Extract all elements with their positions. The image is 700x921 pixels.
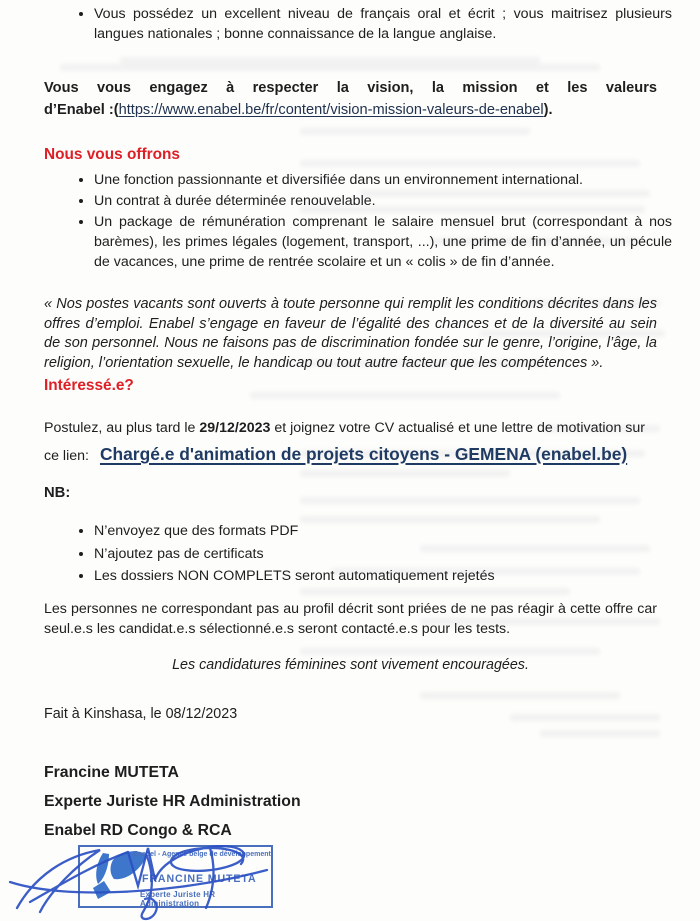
list-item: • Un package de rémunération comprenant le salaire mensuel brut (correspondant à nos barèmes), les primes légales (logement, transport, ...), une prime de fin d’année, un pécule de vacances, une prime de rentrée scolaire et un « colis » de fin d’année. xyxy=(94,212,672,273)
job-posting-link[interactable]: Chargé.e d'animation de projets citoyens - GEMENA (enabel.be) xyxy=(99,444,628,464)
apply-line1 xyxy=(44,418,657,438)
offer-heading: Nous vous offrons xyxy=(44,146,180,163)
apply-rest: et joignez votre CV actualisé et une lettre de motivation sur xyxy=(270,420,645,436)
bleedthrough-artifact xyxy=(420,692,620,699)
bleedthrough-artifact xyxy=(300,588,570,595)
apply-link-label: ce lien: xyxy=(44,448,89,464)
intro-bullet-list xyxy=(62,4,672,44)
offer-list xyxy=(62,170,672,273)
list-item: • Une fonction passionnante et diversifiée dans un environnement international. xyxy=(94,170,672,190)
bleedthrough-artifact xyxy=(300,648,600,655)
bleedthrough-artifact xyxy=(540,730,660,737)
nb-list xyxy=(62,520,672,588)
apply-line2 xyxy=(44,444,657,465)
engagement-line2-prefix: d’Enabel :( xyxy=(44,102,119,118)
bleedthrough-artifact xyxy=(300,497,640,504)
stamp-name: FRANCINE MUTETA xyxy=(142,873,257,885)
list-item: • N’ajoutez pas de certificats xyxy=(94,543,672,566)
list-item: • Un contrat à durée déterminée renouvelable. xyxy=(94,191,672,211)
signatory-name: Francine MUTETA xyxy=(44,764,179,781)
vision-mission-link[interactable]: https://www.enabel.be/fr/content/vision-mission-valeurs-de-enabel xyxy=(118,102,544,118)
interested-heading: Intéressé.e? xyxy=(44,377,134,394)
dateline: Fait à Kinshasa, le 08/12/2023 xyxy=(44,706,238,722)
stamp-org-line: Enabel - Agence belge de développement xyxy=(133,851,271,858)
bleedthrough-artifact xyxy=(300,128,530,135)
apply-paragraph xyxy=(44,418,657,465)
equality-quote: « Nos postes vacants sont ouverts à toute personne qui remplit les conditions décrites dans les offres d’emploi. Enabel s’engage en faveur de l’égalité des chances et de la diversité au sein de son personnel. Nous ne faisons pas de discrimination fondée sur le genre, l’origine, l’âge, la religion, l’orientation sexuelle, le handicap ou tout autre facteur que les compétences ». xyxy=(44,296,657,371)
list-item: • N’envoyez que des formats PDF xyxy=(94,520,672,543)
disclaimer-paragraph: Les personnes ne correspondant pas au profil décrit sont priées de ne pas réagir à cette offre car seul.e.s les candidat.e.s sélectionné.e.s seront contacté.e.s pour les tests. xyxy=(44,601,657,637)
encouragement-line: Les candidatures féminines sont vivement encouragées. xyxy=(172,657,529,673)
signatory-title: Experte Juriste HR Administration xyxy=(44,793,301,810)
apply-deadline: 29/12/2023 xyxy=(199,420,271,436)
bleedthrough-artifact xyxy=(300,470,510,477)
bleedthrough-artifact xyxy=(510,714,660,721)
bleedthrough-artifact xyxy=(250,392,560,399)
stamp-title: Experte Juriste HR Administration xyxy=(140,890,216,908)
bleedthrough-artifact xyxy=(60,64,600,71)
engagement-line2 xyxy=(44,99,657,121)
bleedthrough-artifact xyxy=(120,57,540,64)
nb-heading: NB: xyxy=(44,485,71,501)
engagement-paragraph xyxy=(44,77,657,121)
list-item: • Vous possédez un excellent niveau de français oral et écrit ; vous maitrisez plusieurs langues nationales ; bonne connaissance de la langue anglaise. xyxy=(94,4,672,44)
engagement-line2-suffix: ). xyxy=(543,102,553,118)
handwritten-signature xyxy=(5,826,295,921)
apply-prefix: Postulez, au plus tard le xyxy=(44,420,200,436)
signatory-org: Enabel RD Congo & RCA xyxy=(44,822,232,839)
engagement-line1: Vous vous engagez à respecter la vision, la mission et les valeurs xyxy=(44,80,657,96)
bleedthrough-artifact xyxy=(300,160,640,167)
list-item: • Les dossiers NON COMPLETS seront automatiquement rejetés xyxy=(94,565,672,588)
